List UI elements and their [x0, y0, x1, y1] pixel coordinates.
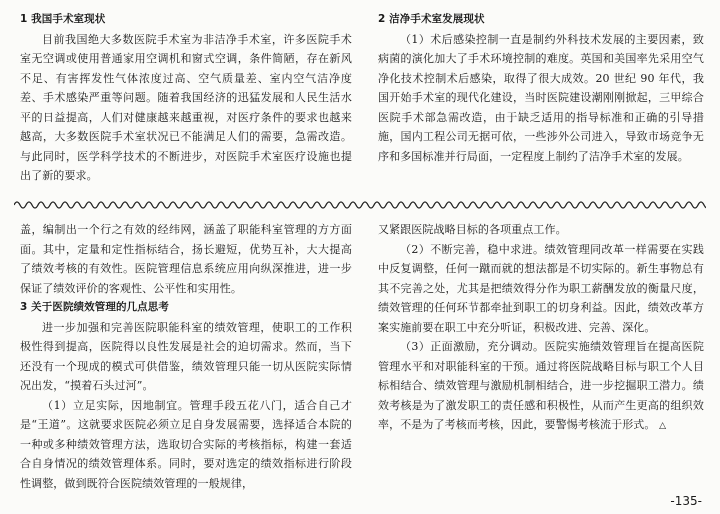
paragraph: 盖，编制出一个行之有效的经纬网，涵盖了职能科室管理的方方面面。其中，定量和定性指标结合，扬长避短，优势互补，大大提高了绩效考核的有效性。医院管理信息系统应用向纵深推进，进一步保证了绩效评价的客观性、公平性和实用性。 — [20, 223, 352, 295]
section-performance-right — [378, 220, 704, 437]
section-heading: 2 洁净手术室发展现状 — [378, 13, 485, 25]
page-number: -135- — [670, 494, 702, 508]
section-clean-room-status — [378, 10, 704, 166]
paragraph: （1）立足实际，因地制宜。管理手段五花八门，适合自己才是“王道”。这就要求医院必须立足自身发展需要，选择适合本院的一种或多种绩效管理方法，选取切合实际的考核指标，构建一套适合自身情况的绩效管理体系。同时，要对选定的绩效指标进行阶段性调整，做到既符合医院绩效管理的一般规律， — [20, 398, 352, 490]
section-heading: 1 我国手术室现状 — [20, 13, 106, 25]
wavy-separator — [14, 197, 706, 213]
paragraph: 进一步加强和完善医院职能科室的绩效管理，使职工的工作积极性得到提高，医院得以良性发展是社会的迫切需求。然而，当下还没有一个现成的模式可供借鉴，绩效管理只能一切从医院实际情况出发，“摸着石头过河”。 — [20, 320, 352, 392]
paragraph: 目前我国绝大多数医院手术室为非洁净手术室，许多医院手术室无空调或使用普通家用空调机和窗式空调，条件简陋，存在新风不足、有害挥发性气体浓度过高、空气质量差、室内空气洁净度差、手术感染严重等问题。随着我国经济的迅猛发展和人民生活水平的日益提高，人们对健康越来越重视，对医疗条件的要求也越来越高，大多数医院手术室状况已不能满足人们的需要，急需改造。与此同时，医学科学技术的不断进步，对医院手术室医疗设施也提出了新的要求。 — [20, 32, 352, 182]
section-performance-left — [20, 220, 352, 493]
section-heading: 3 关于医院绩效管理的几点思考 — [20, 301, 169, 313]
section-current-status — [20, 10, 352, 186]
end-mark-icon: △ — [659, 421, 667, 431]
paragraph: （2）不断完善，稳中求进。绩效管理同改革一样需要在实践中反复调整，任何一蹴而就的想法都是不切实际的。新生事物总有其不完善之处，尤其是把绩效得分作为职工薪酬发放的衡量尺度，绩效管理的任何环节都牵扯到职工的切身利益。因此，绩效改革方案实施前要在职工中充分听证，积极改进、完善、深化。 — [378, 242, 704, 334]
paragraph-text: （3）正面激励，充分调动。医院实施绩效管理旨在提高医院管理水平和对职能科室的干预。通过将医院战略目标与职工个人目标相结合、绩效管理与激励机制相结合，进一步挖掘职工潜力。绩效考核是为了激发职工的责任感和积极性，从而产生更高的组织效率，不是为了考核而考核，因此，要警惕考核流于形式。 — [378, 340, 704, 431]
paragraph — [378, 337, 704, 437]
paragraph: （1）术后感染控制一直是制约外科技术发展的主要因素，致病菌的演化加大了手术环境控制的难度。英国和美国率先采用空气净化技术控制术后感染，取得了很大成效。20 世纪 90 年代，我国开始手术室的现代化建设，当时医院建设潮刚刚掀起，三甲综合医院手术部急需改造，由于缺乏适用的指导标准和正确的引导措施，国内工程公司无据可依，一些涉外公司进入，导致市场竞争无序和多国标准并行局面，一定程度上制约了洁净手术室的发展。 — [378, 32, 704, 163]
paragraph: 又紧跟医院战略目标的各项重点工作。 — [378, 223, 567, 236]
